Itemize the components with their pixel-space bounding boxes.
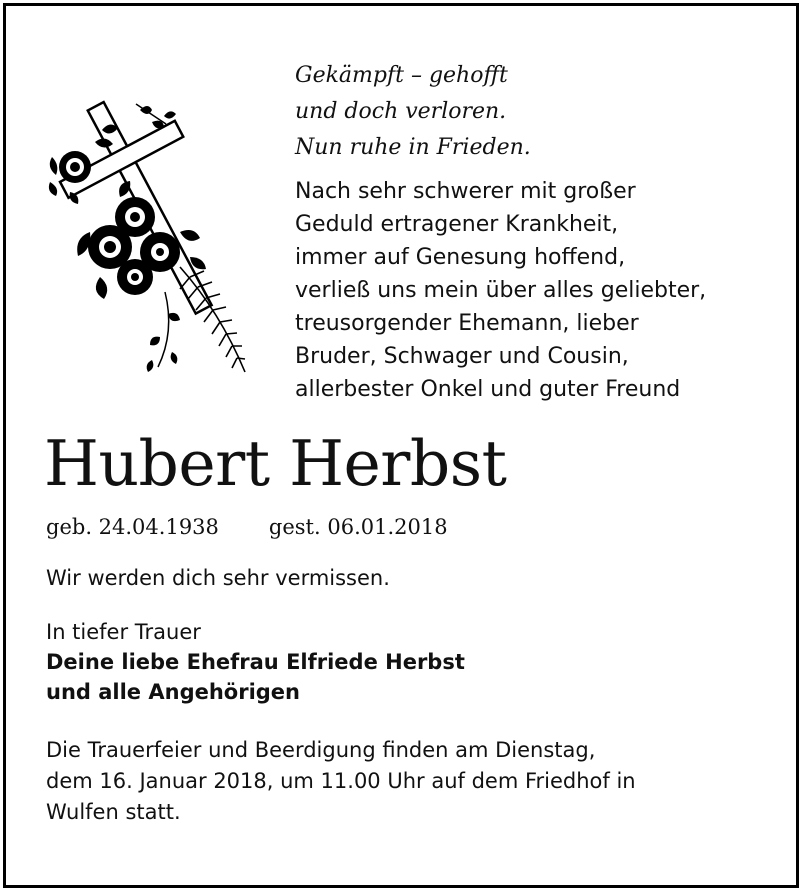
birth-date: geb. 24.04.1938 [46, 515, 219, 539]
motto-verse [295, 58, 531, 166]
intro-line: treusorgender Ehemann, lieber [295, 311, 639, 336]
motto-line: und doch verloren. [295, 99, 507, 124]
life-dates [46, 512, 448, 542]
mourners-intro: In tiefer Trauer [46, 620, 201, 644]
service-line: dem 16. Januar 2018, um 11.00 Uhr auf dem Friedhof in [46, 769, 636, 793]
service-info [46, 735, 636, 828]
mourners-names: und alle Angehörigen [46, 680, 300, 704]
intro-line: Geduld ertragener Krankheit, [295, 212, 619, 237]
service-line: Wulfen statt. [46, 800, 181, 824]
mourners-block [46, 617, 465, 707]
intro-line: allerbester Onkel und guter Freund [295, 377, 681, 402]
deceased-name: Hubert Herbst [44, 427, 507, 500]
intro-line: Nach sehr schwerer mit großer [295, 179, 636, 204]
intro-line: Bruder, Schwager und Cousin, [295, 344, 629, 369]
motto-line: Gekämpft – gehofft [295, 63, 508, 88]
cross-with-roses-icon [40, 82, 260, 387]
intro-text [295, 175, 706, 406]
farewell-text: Wir werden dich sehr vermissen. [46, 566, 390, 590]
intro-line: immer auf Genesung hoffend, [295, 245, 626, 270]
service-line: Die Trauerfeier und Beerdigung finden am Dienstag, [46, 738, 596, 762]
motto-line: Nun ruhe in Frieden. [295, 135, 531, 160]
death-date: gest. 06.01.2018 [268, 515, 448, 539]
intro-line: verließ uns mein über alles geliebter, [295, 278, 707, 303]
mourners-names: Deine liebe Ehefrau Elfriede Herbst [46, 650, 465, 674]
